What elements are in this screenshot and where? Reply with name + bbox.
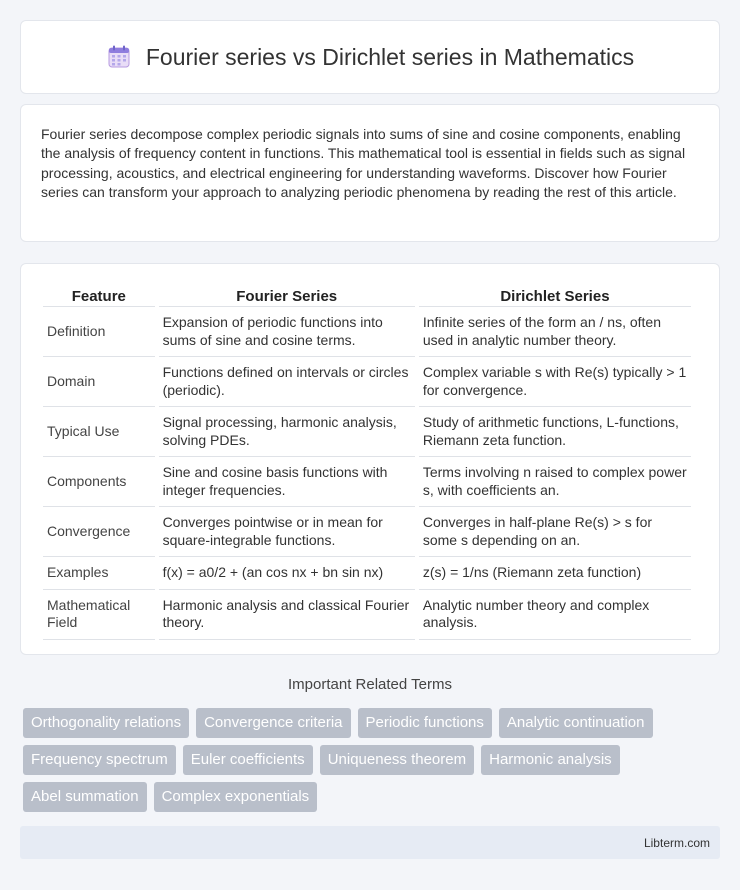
table-row: [43, 590, 691, 640]
table-cell-fourier: Converges pointwise or in mean for square-integrable functions.: [159, 507, 415, 557]
table-cell-feature: Examples: [43, 557, 155, 590]
comparison-table: [39, 286, 695, 640]
related-term-tag[interactable]: Orthogonality relations: [23, 708, 189, 738]
table-cell-fourier: f(x) = a0/2 + (an cos nx + bn sin nx): [159, 557, 415, 590]
related-terms-list: [23, 708, 723, 819]
title-wrap: [106, 44, 634, 71]
table-cell-fourier: Sine and cosine basis functions with integer frequencies.: [159, 457, 415, 507]
related-term-tag[interactable]: Harmonic analysis: [481, 745, 620, 775]
table-cell-feature: Definition: [43, 307, 155, 357]
table-row: [43, 307, 691, 357]
footer-site-link[interactable]: Libterm.com: [643, 835, 710, 850]
related-term-tag[interactable]: Periodic functions: [358, 708, 492, 738]
header-card: [20, 20, 720, 94]
table-row: [43, 557, 691, 590]
table-cell-fourier: Signal processing, harmonic analysis, solving PDEs.: [159, 407, 415, 457]
table-row: [43, 457, 691, 507]
table-header-row: [43, 286, 691, 307]
intro-card: [20, 104, 720, 242]
related-term-tag[interactable]: Abel summation: [23, 782, 147, 812]
table-cell-dirichlet: Analytic number theory and complex analysis.: [419, 590, 691, 640]
footer: [20, 826, 720, 859]
tag-row: [23, 745, 723, 775]
table-cell-fourier: Functions defined on intervals or circles (periodic).: [159, 357, 415, 407]
page-title: Fourier series vs Dirichlet series in Mathematics: [145, 43, 635, 70]
related-term-tag[interactable]: Uniqueness theorem: [320, 745, 474, 775]
table-cell-feature: Components: [43, 457, 155, 507]
table-row: [43, 357, 691, 407]
table-cell-feature: Domain: [43, 357, 155, 407]
column-header-feature: Feature: [43, 286, 155, 307]
table-cell-dirichlet: Terms involving n raised to complex power s, with coefficients an.: [419, 457, 691, 507]
table-cell-dirichlet: z(s) = 1/ns (Riemann zeta function): [419, 557, 691, 590]
intro-text: Fourier series decompose complex periodic signals into sums of sine and cosine components, enabling the analysis of frequency content in functions. This mathematical tool is essential in fields such as signal processing, acoustics, and electrical engineering for understanding waveforms. Discover how Fourier series can transform your approach to analyzing periodic phenomena by reading the rest of this article.: [41, 126, 686, 201]
related-term-tag[interactable]: Complex exponentials: [154, 782, 318, 812]
table-cell-feature: Mathematical Field: [43, 590, 155, 640]
tag-row: [23, 782, 723, 812]
column-header-dirichlet: Dirichlet Series: [419, 286, 691, 307]
related-term-tag[interactable]: Convergence criteria: [196, 708, 350, 738]
table-cell-dirichlet: Infinite series of the form an / ns, often used in analytic number theory.: [419, 307, 691, 357]
table-row: [43, 507, 691, 557]
table-cell-feature: Convergence: [43, 507, 155, 557]
related-term-tag[interactable]: Euler coefficients: [183, 745, 313, 775]
table-cell-fourier: Harmonic analysis and classical Fourier theory.: [159, 590, 415, 640]
table-cell-dirichlet: Complex variable s with Re(s) typically > 1 for convergence.: [419, 357, 691, 407]
calendar-icon: [106, 44, 132, 70]
comparison-table-card: [20, 263, 720, 655]
column-header-fourier: Fourier Series: [159, 286, 415, 307]
table-cell-feature: Typical Use: [43, 407, 155, 457]
table-cell-dirichlet: Converges in half-plane Re(s) > s for some s depending on an.: [419, 507, 691, 557]
related-term-tag[interactable]: Analytic continuation: [499, 708, 653, 738]
table-cell-dirichlet: Study of arithmetic functions, L-functions, Riemann zeta function.: [419, 407, 691, 457]
related-term-tag[interactable]: Frequency spectrum: [23, 745, 176, 775]
table-cell-fourier: Expansion of periodic functions into sums of sine and cosine terms.: [159, 307, 415, 357]
tag-row: [23, 708, 723, 738]
table-row: [43, 407, 691, 457]
related-terms-heading: Important Related Terms: [288, 676, 452, 693]
